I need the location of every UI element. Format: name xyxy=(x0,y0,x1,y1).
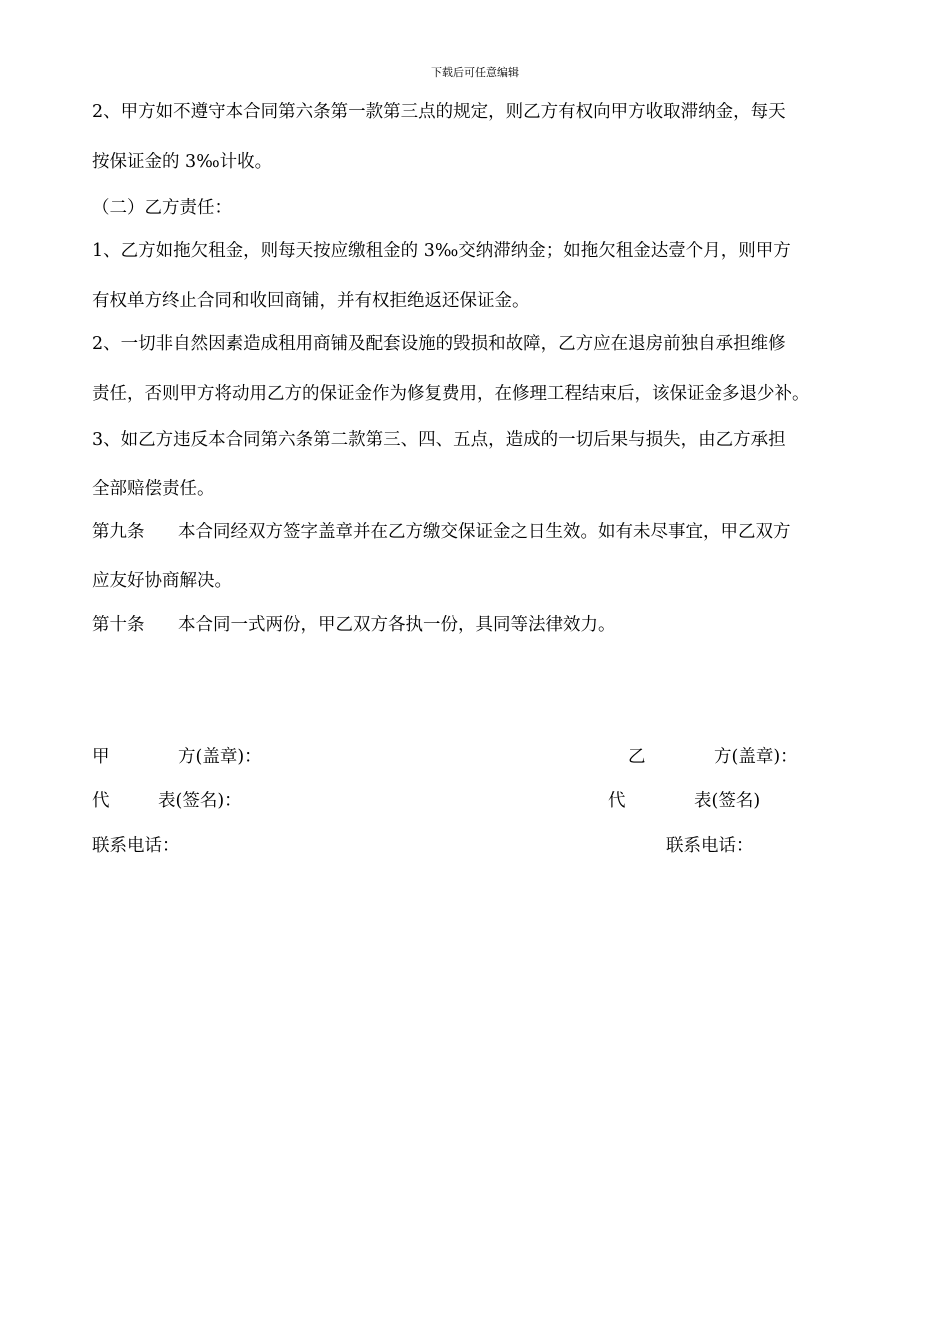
clause-line: 2、甲方如不遵守本合同第六条第一款第三点的规定，则乙方有权向甲方收取滞纳金，每天 xyxy=(92,102,786,122)
party-a-seal-field xyxy=(92,746,262,768)
article-10-text: 本合同一式两份，甲乙双方各执一份，具同等法律效力。 xyxy=(178,615,616,635)
clause-line: 有权单方终止合同和收回商铺，并有权拒绝返还保证金。 xyxy=(92,291,530,311)
section-heading-party-b-liability: （二）乙方责任： xyxy=(92,198,232,218)
clause-line: 1、乙方如拖欠租金，则每天按应缴租金的 3‰交纳滞纳金；如拖欠租金达壹个月，则甲方 xyxy=(92,241,791,261)
article-9-continuation: 应友好协商解决。 xyxy=(92,571,232,591)
party-b-seal-label: 方(盖章)： xyxy=(714,747,798,767)
clause-line: 2、一切非自然因素造成租用商铺及配套设施的毁损和故障，乙方应在退房前独自承担维修 xyxy=(92,334,786,354)
party-a-char: 甲 xyxy=(92,747,110,767)
clause-line: 全部赔偿责任。 xyxy=(92,479,215,499)
article-10-label: 第十条 xyxy=(92,615,145,635)
article-9-label: 第九条 xyxy=(92,522,145,542)
clause-line: 责任，否则甲方将动用乙方的保证金作为修复费用，在修理工程结束后，该保证金多退少补。 xyxy=(92,384,810,404)
party-a-rep-field xyxy=(92,790,242,812)
article-9 xyxy=(92,521,791,543)
party-b-phone-label: 联系电话： xyxy=(666,836,754,856)
party-a-phone-label: 联系电话： xyxy=(92,836,180,856)
clause-line: 3、如乙方违反本合同第六条第二款第三、四、五点，造成的一切后果与损失，由乙方承担 xyxy=(92,430,786,450)
article-10 xyxy=(92,614,616,636)
party-a-rep-label: 表(签名)： xyxy=(158,791,242,811)
clause-line: 按保证金的 3‰计收。 xyxy=(92,152,273,172)
party-a-seal-label: 方(盖章)： xyxy=(178,747,262,767)
party-b-rep-char: 代 xyxy=(608,791,626,811)
page-header-note: 下载后可任意编辑 xyxy=(431,66,519,79)
party-b-rep-label: 表(签名) xyxy=(694,791,761,811)
party-b-rep-field xyxy=(608,790,760,812)
party-b-char: 乙 xyxy=(628,747,646,767)
party-b-seal-field xyxy=(628,746,798,768)
party-a-rep-char: 代 xyxy=(92,791,110,811)
article-9-text: 本合同经双方签字盖章并在乙方缴交保证金之日生效。如有未尽事宜，甲乙双方 xyxy=(178,522,791,542)
